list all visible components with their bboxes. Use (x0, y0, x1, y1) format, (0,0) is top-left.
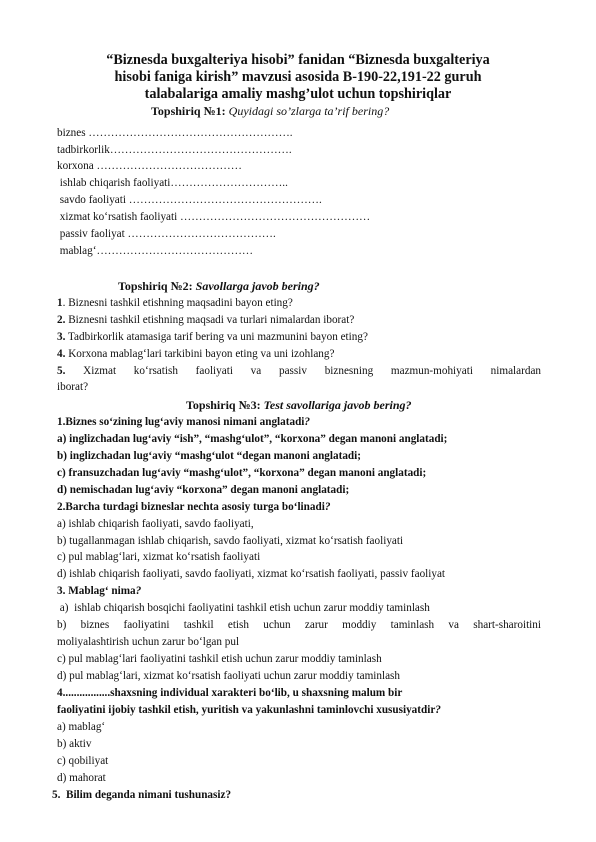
task2-question: 3. Tadbirkorlik atamasiga tarif bering va uni mazmunini bayon eting? (57, 331, 368, 343)
task3-label: Topshiriq №3: (186, 398, 261, 412)
test-option: a) ishlab chiqarish faoliyati, savdo faoliyati, (57, 518, 254, 530)
task3-heading (186, 398, 412, 412)
task1-term: xizmat ko‘rsatish faoliyati …………………………………………… (57, 211, 371, 223)
task2-question: 2. Biznesni tashkil etishning maqsadi va turlari nimalardan iborat? (57, 314, 355, 326)
test-option: d) mahorat (57, 772, 106, 784)
test-option: b) tugallanmagan ishlab chiqarish, savdo faoliyati, xizmat ko‘rsatish faoliyati (57, 535, 404, 547)
task2-heading (118, 279, 320, 293)
test-option: c) pul mablag‘lari faoliyatini tashkil etish uchun zarur moddiy taminlash (57, 653, 382, 665)
task1-term: passiv faoliyat …………………………………. (57, 228, 276, 240)
test-question-4-continuation: faoliyatini ijobiy tashkil etish, yuritish va yakunlashni taminlovchi xususiyatdir? (57, 704, 441, 716)
task1-term: biznes ………………………………………………. (57, 127, 293, 139)
task1-term: savdo faoliyati ……………………………………………. (57, 194, 322, 206)
task1-term: ishlab chiqarish faoliyati………………………….. (57, 177, 288, 189)
test-question-1: 1.Biznes so‘zining lug‘aviy manosi nimani anglatadi? (57, 416, 311, 428)
document-title-line-2: hisobi faniga kirish” mavzusi asosida B-190-22,191-22 guruh (114, 69, 482, 85)
test-option: d) pul mablag‘lari, xizmat ko‘rsatish faoliyati uchun zarur moddiy taminlash (57, 670, 400, 682)
task1-term: korxona ………………………………… (57, 160, 242, 172)
task2-question: 4. Korxona mablag‘lari tarkibini bayon eting va uni izohlang? (57, 348, 335, 360)
test-option: a) mablag‘ (57, 721, 106, 733)
test-option: d) nemischadan lug‘aviy “korxona” degan manoni anglatadi; (57, 484, 350, 496)
document-title-line-1: “Biznesda buxgalteriya hisobi” fanidan “Biznesda buxgalteriya (106, 52, 490, 68)
task2-question: 1. Biznesni tashkil etishning maqsadini bayon eting? (57, 297, 293, 309)
task2-instruction: Savollarga javob bering? (195, 279, 320, 293)
test-option: a) ishlab chiqarish bosqichi faoliyatini tashkil etish uchun zarur moddiy taminlash (57, 602, 430, 614)
test-question-2: 2.Barcha turdagi bizneslar nechta asosiy turga bo‘linadi? (57, 501, 331, 513)
task2-question: 5. Xizmat ko‘rsatish faoliyati va passiv biznesning mazmun-mohiyati nimalardan (57, 365, 541, 377)
task1-label: Topshiriq №1: (151, 104, 226, 118)
test-option: a) inglizchadan lug‘aviy “ish”, “mashg‘ulot”, “korxona” degan manoni anglatadi; (57, 433, 448, 445)
test-option: c) fransuzchadan lug‘aviy “mashg‘ulot”, “korxona” degan manoni anglatadi; (57, 467, 427, 479)
task2-label: Topshiriq №2: (118, 279, 193, 293)
test-question-4: 4.................shaxsning individual xarakteri bo‘lib, u shaxsning malum bir (57, 687, 403, 699)
task1-heading (151, 104, 389, 118)
task1-instruction: Quyidagi so’zlarga ta’rif bering? (228, 104, 390, 118)
test-question-5: 5. Bilim deganda nimani tushunasiz? (52, 789, 232, 801)
test-option: b) inglizchadan lug‘aviy “mashg‘ulot “degan manoni anglatadi; (57, 450, 361, 462)
test-question-3: 3. Mablag‘ nima? (57, 585, 142, 597)
task2-question-continuation: iborat? (57, 381, 89, 393)
task3-instruction: Test savollariga javob bering? (263, 398, 412, 412)
document-title-line-3: talabalariga amaliy mashg’ulot uchun topshiriqlar (144, 86, 452, 102)
test-option: c) pul mablag‘lari, xizmat ko‘rsatish faoliyati (57, 551, 261, 563)
test-option: c) qobiliyat (57, 755, 109, 767)
test-option: b) biznes faoliyatini tashkil etish uchun zarur moddiy taminlash va shart-sharoitini (57, 619, 541, 631)
task1-term: tadbirkorlik…………………………………………. (57, 144, 292, 156)
test-option: d) ishlab chiqarish faoliyati, savdo faoliyati, xizmat ko‘rsatish faoliyati, passiv faoliyat (57, 568, 446, 580)
test-option-continuation: moliyalashtirish uchun zarur bo‘lgan pul (57, 636, 240, 648)
test-option: b) aktiv (57, 738, 92, 750)
task1-term: mablag‘…………………………………… (57, 245, 254, 257)
